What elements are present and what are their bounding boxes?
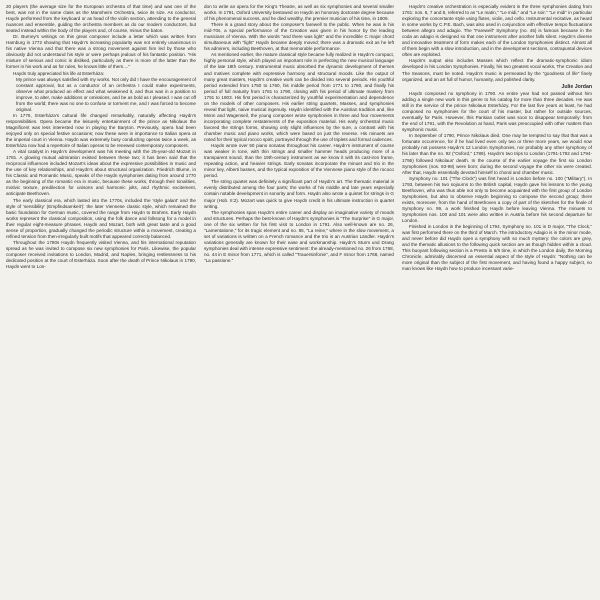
paragraph: Haydn's output also includes Masses which reflect the dramatic-symphonic idiom developed in his London Symphonies. Finally, his two greatest vocal works, The Creation and The Seasons, must be noted. Haydn's music is permeated by the "goodness of life" finely organized, and an art full of humor, humanity, and polished clarity. xyxy=(402,58,592,82)
paragraph: Symphony no. 101 ("The Clock") was first heard in London before no. 100 ("Military"). In 1793, between his two sojourns to the British capital, Haydn gave his lessons to the young Beethoven, who was thus able not only to become acquainted with the first group of London Symphonies, but also to observe Haydn beginning to compose the second group; there exists, moreover, from the hand of Beethoven a copy of part of the sketches for the finale of Symphony no. 99, a work finished by Haydn before leaving Vienna. The minuets to Symphonies nos. 100 and 101 were also written in Austria before his second departure for London. xyxy=(402,175,592,223)
paragraph: As mentioned earlier, the mature classical style became fully realized in Haydn's compact, highly personal style, which played an important role in perfecting the new musical language of the late 18th century. Instrumental music absorbed the dynamic development of themes and motives complete with expressive harmony and structural moods. Like the output of many great masters, Haydn's creative work can be divided into several periods. His youthful period extended from 1750 to 1760, his middle period from 1771 to 1780, and finally his period of full maturity from 1781 to 1790, closing with his period of ultimate mastery from 1791 to 1803. His first period is characterized by youthful experimentation and dependence on the models of other composers. His earlier string quartets, Masses, and symphonies reveal that light, naive musical ingenuity. Haydn identified with the Austrian tradition and, like Monn and Wagenseil, the young composer wrote symphonies in three and four movements incorporating complete restatements of the exposition material. His early orchestral music favored the strings forms, showing only slight influences by the sure, a contrast with his chamber music and piano works, which were based on just the reverse. His minuets are noted for their typical rococo spirit, portrayed through the use of triplets and formal cadences. xyxy=(204,52,394,143)
paragraph: Dr. Burney's writings on this great composer include a letter which was written from Hamburg in 1772 showing that Haydn's increasing popularity was not entirely unanimous in his native Vienna and that there was a strong movement against him led by those who obviously did not understand his style or were perhaps jealous of his fantastic position. "His mixture of serious and comic is disliked, particularly as there is more of the latter than the former in his work and as for rules, he knows little of them...." xyxy=(6,34,196,70)
text-column-right xyxy=(402,4,592,596)
paragraph: A vital catalyst in Haydn's development was his meeting with the 25-year-old Mozart in 1781. A glowing mutual admiration existed between these two; it has been said that the reciprocal influences included Mozart's ideas about the expressive possibilities in music and the use of key relationships, and Haydn's about structural organization. Friedrich Blume, in his Classic and Romantic Music, speaks of the Haydn symphonies dating from around 1770 as the beginning of the romantic era in music, because these works, through their tonalities, motivic texture, predilection for unisons and harmonic jolts, and rhythmic excitement, anticipate Beethoven. xyxy=(6,149,196,197)
paragraph: Haydn wrote over 50 piano sonatas throughout his career. Haydn's instrument of course was weaker in tone, with thin strings and smaller hammer heads producing more of a transparent sound, than the 19th-century instrument as we know it with its cast-iron frame, repeating action, and heavier strings. Early sonatas incorporate the minuet and trio in the minor key, Alberti basses, and the typical exposition of the Viennese piano style of the rococo period. xyxy=(204,143,394,179)
paragraph: Haydn composed no symphony in 1790. An entire year had not passed without him adding a single new work in this genre to his catalog for more than three decades. He was still in the service of the prince Nikolaus Esterházy. For the last five years at least, he had composed no symphonies for the court of his master, but rather for outside sources, eventually for Paris. However, this Parisian outlet was soon to disappear temporarily: from the end of 1791, with the Revolution at hand, Paris was preoccupied with other matters than symphonic music. xyxy=(402,91,592,133)
author-signature: Julie Jordan xyxy=(561,83,592,90)
paragraph: Throughout the 1780s Haydn frequently visited Vienna, and his international reputation spread as he was invited to compose six new symphonies for Paris. Likewise, the popular composer received invitations to London, Madrid, and Naples, bringing restlessness to his dedicated position at the court of Esterháza. Soon after the death of Prince Nikolaus in 1790, Haydn went to Lon- xyxy=(6,239,196,270)
paragraph: The symphonies span Haydn's entire career and display an imaginative variety of moods and structures. Perhaps the best-known of Haydn's symphonies is "The Surprise" in G major, one of the six written for his first visit to London in 1791. Also well-known are no. 26, "Lamentatione," for its tragic element and no. 85, "La reine," where in the slow movement, a set of variations is written on a French romance and the trio is an Austrian Ländler. Haydn's variations generally are known for their ease and workmanship. Haydn's Sturm und Drang symphonies deal with intense expressive sentiment: the already-mentioned no. 26 from 1768, no. 44 in E minor from 1771, which is called "Trauersinfonie", and F minor from 1768, named "La passione." xyxy=(204,209,394,263)
paragraph: don to write an opera for the King's Theatre, as well as six symphonies and several smaller works. In 1791, Oxford University bestowed on Haydn an honorary doctorate degree because of his phenomenal success, and he died wealthy, the premier musician of his time, in 1809. xyxy=(204,4,394,22)
block-quote: My prince was always satisfied with my works. Not only did I have the encouragement of constant approval, but as a conductor of an orchestra I could make experiments, observe what produced an effect and what weakened it, and thus was in a position to improve, to alter, make additions or omissions, and be as bold as I pleased. I was cut off from the world; there was no one to confuse or torment me, and I was forced to become original. xyxy=(16,76,196,112)
paragraph: There is a grand story about the composer's farewell to the public. When he was in his mid-70s, a special performance of the Creation was given in his honor by the leading musicians of Vienna. With the words "and there was light" and the incredible C major chord simultaneous with "light" Haydn became deeply moved; there was a dramatic exit as he left his admirers, including Beethoven, at that memorable performance. xyxy=(204,22,394,52)
paragraph: 20 players (the average size for the European orchestra of that time) and was one of the best, was not in the same class as the Mannheim Orchestra, twice its size. As conductor, Haydn performed from the keyboard or as head of the violin section, attending to the general nuances and ensemble, guiding the orchestra members as do our modern conductors, but seated instead within the body of the players and, of course, minus the baton. xyxy=(6,4,196,34)
paragraph: Haydn truly appreciated his life at Esterháza: xyxy=(13,70,105,76)
paragraph: In 1776, Esterháza's cultural life changed remarkably, naturally affecting Haydn's responsibilities. Opera became the leisurely entertainment of the prince as Nikolaus the Magnificent was less interested now in playing the Baryton. Previously, opera had been enjoyed only on special festive occasions; now these were in importance to Italian opera at the imperial court in Vienna. Haydn was extremely busy conducting operas twice a week, as Esterháza now had a repertoire of Italian operas to be renewed contemporary composers. xyxy=(6,112,196,149)
paragraph: Haydn's creative orchestration is especially evident in the three symphonies dating from 1761: nos. 6, 7 and 8, referred to as "Le matin," "Le midi," and "Le soir." "Le midi" in particular exploring the concertante style using flutes, violin, and cello. Instrumental recitative, as heard in some works by C.P.E. Bach, was also used in conjunction with effective tempo fluctuations between allegro and adagio. The "Farewell" Symphony (no. 45) is famous because in the coda an adagio is designed so that one instrument after another falls silent. Haydn's diverse and innovative treatment of form makes each of the London Symphonies distinct. Almost all of them begin with a slow introduction, and in the development sections, contrapuntal devices often are exploited. xyxy=(402,4,592,58)
text-column-left xyxy=(6,4,196,596)
paragraph: Finished in London in the beginning of 1794, Symphony no. 101 in D major, "The Clock," was first performed there on the third of March. The introductory Adagio is in the minor mode, and never before did Haydn open a symphony with so much mystery: the colors are grey, and the thematic allusions to the following quick section are as though hidden within a cloud. This buoyant following section is a Presto in 6/8 time, in which the London daily, the Morning Chronicle, admirably discerned an essential aspect of the style of Haydn: "Nothing can be more original than the subject of the first movement, and having found a happy subject, no man knows like Haydn how to produce incessant varie- xyxy=(402,224,592,272)
paragraph: The early classical era, which lasted into the 1770s, included the 'style galant' and the style of 'sensibility' (Empfindsamkeit'): the later Viennese classic style, which remained the basic foundation for German music, covered the range from Haydn to Brahms. Early Haydn works represent the classical composition, using the folk dance and folksong for a model in their regular eight-measure phrases. Haydn and Mozart, both with great taste and a good sense of proportion, gradually changed the periodic structure within a movement, creating a refined tension from then-irregularly built motifs that appeared correctly balanced. xyxy=(6,197,196,239)
paragraph: The string quartet was definitely a significant part of Haydn's art. The thematic material is evenly distributed among the four parts; the works of his middle and late years especially contain notable development in sonority and form. Haydn also wrote a quintet for strings in G major (Hob. II:2). Mozart was quick to give Haydn credit in his ultimate instruction in quartet writing. xyxy=(204,179,394,209)
paragraph: In September of 1790, Prince Nikolaus died. One may be tempted to say that that was a fortunate occurrence, for if he had lived even only two or three more years, we would now probably not possess Haydn's 12 London Symphonies, nor probably any other symphony of his later than the no. 92 ("Oxford," 1789). Haydn's two trips to London (1791-1792 and 1794-1795) followed Nikolaus' death. In the course of the earlier voyage the first six London Symphonies (nos. 93-98) were born; during the second voyage the other six were created. After that, Haydn essentially devoted himself to choral and chamber music. xyxy=(402,133,592,175)
text-column-middle xyxy=(204,4,394,596)
